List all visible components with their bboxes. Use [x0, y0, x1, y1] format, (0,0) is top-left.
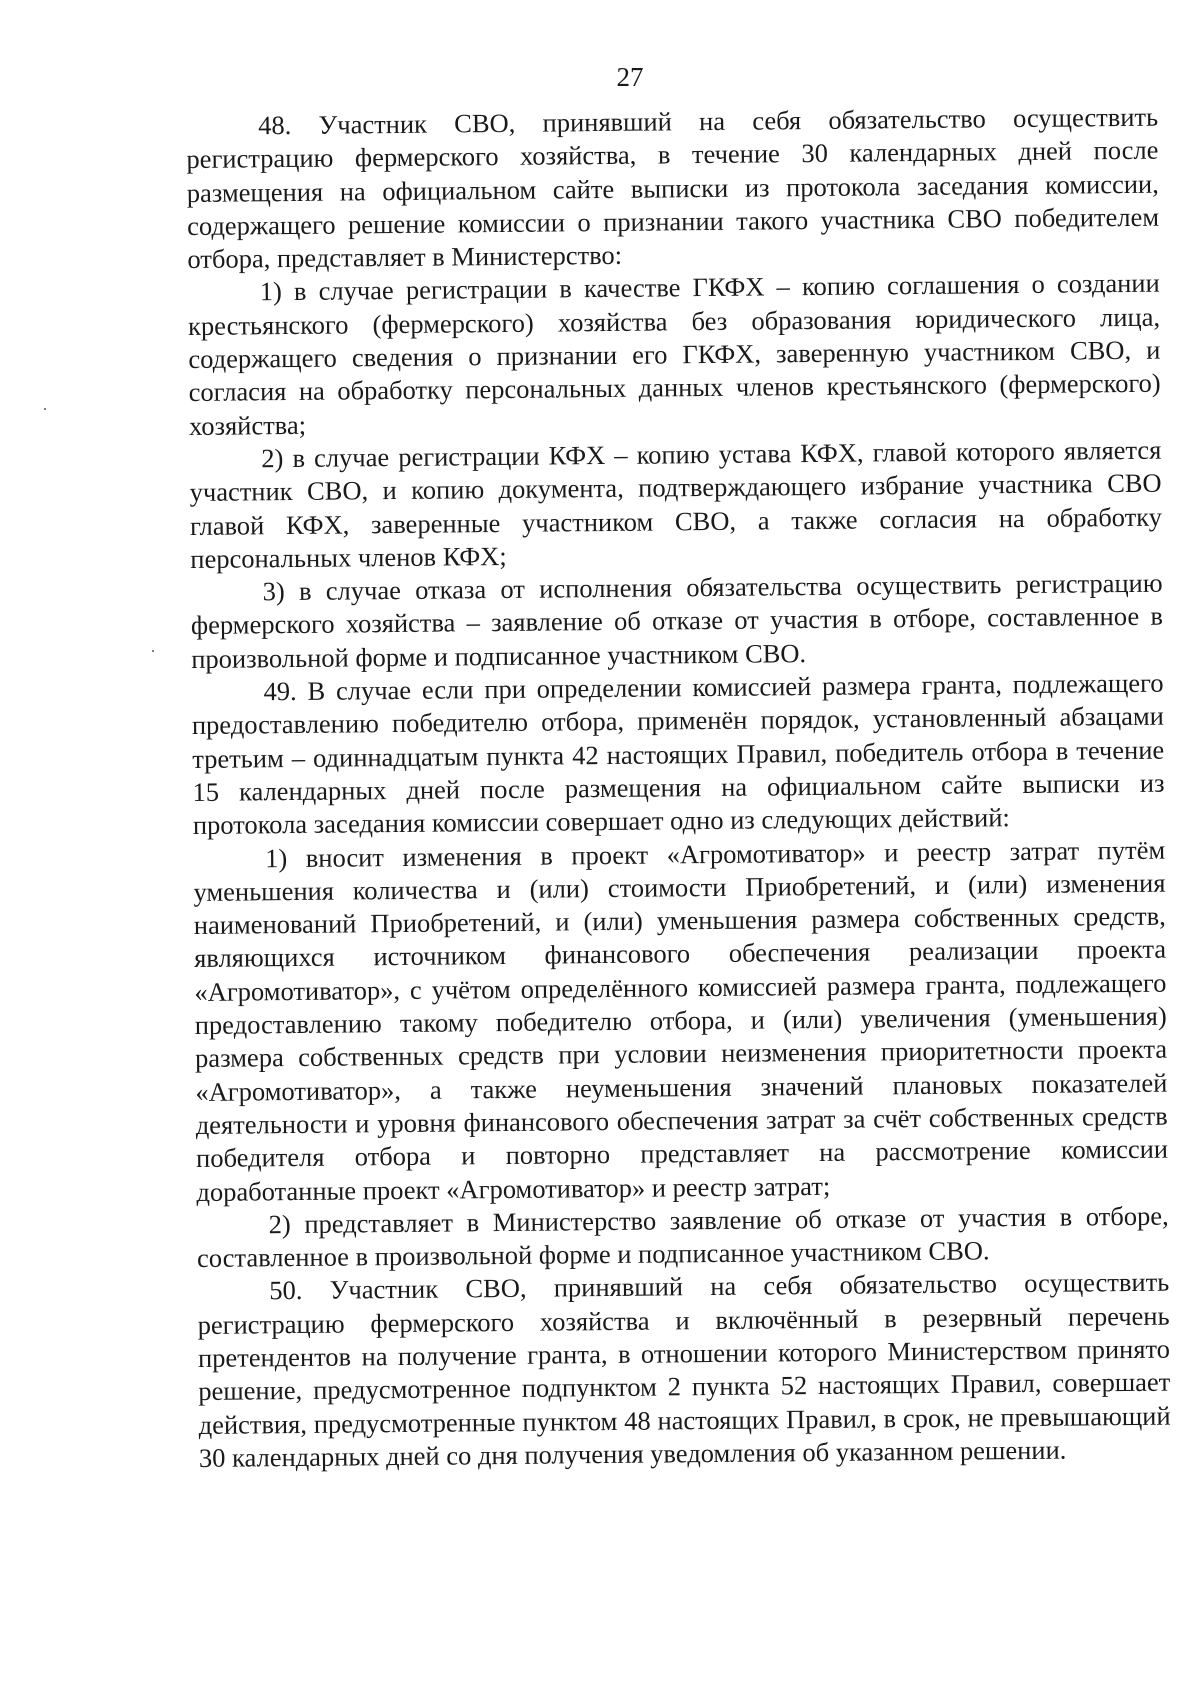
paragraph-49-item-1: 1) вносит изменения в проект «Агромотиватор» и реестр затрат путём уменьшения количества и (или) стоимости Приобретений, и (или) изменения наименований Приобретений, и (или) уменьшения размера собственных средств, являющихся источником финансового обеспечения реализации проекта «Агромотиватор», с учётом определённого комиссией размера гранта, подлежащего предоставлению такому победителю отбора, и (или) увеличения (уменьшения) размера собственных средств при условии неизменения приоритетности проекта «Агромотиватор», а также неуменьшения значений плановых показателей деятельности и уровня финансового обеспечения затрат за счёт собственных средств победителя отбора и повторно представляет на рассмотрение комиссии доработанные проект «Агромотиватор» и реестр затрат;: [193, 834, 1169, 1207]
document-body: [186, 101, 1171, 1475]
paragraph-49-item-2: 2) представляет в Министерство заявление об отказе от участия в отборе, составленное в произвольной форме и подписанное участником СВО.: [196, 1200, 1169, 1274]
paragraph-49: 49. В случае если при определении комиссией размера гранта, подлежащего предоставлению победителю отбора, применён порядок, установленный абзацами третьим – одиннадцатым пункта 42 настоящих Правил, победитель отбора в течение 15 календарных дней после размещения на официальном сайте выписки из протокола заседания комиссии совершает одно из следующих действий:: [191, 667, 1165, 841]
scan-speck: [44, 408, 46, 410]
page-number: 27: [616, 62, 644, 92]
scan-speck: [152, 650, 154, 652]
paragraph-50: 50. Участник СВО, принявший на себя обязательство осуществить регистрацию фермерского хозяйства и включённый в резервный перечень претендентов на получение гранта, в отношении которого Министерством принято решение, предусмотренное подпунктом 2 пункта 52 настоящих Правил, совершает действия, предусмотренные пунктом 48 настоящих Правил, в срок, не превышающий 30 календарных дней со дня получения уведомления об указанном решении.: [197, 1267, 1171, 1473]
paragraph-48-item-3: 3) в случае отказа от исполнения обязательства осуществить регистрацию фермерского хозяйства – заявление об отказе от участия в отборе, составленное в произвольной форме и подписанное участником СВО.: [190, 567, 1164, 674]
paragraph-48: 48. Участник СВО, принявший на себя обязательство осуществить регистрацию фермерского хозяйства, в течение 30 календарных дней после размещения на официальном сайте выписки из протокола заседания комиссии, содержащего решение комиссии о признании такого участника СВО победителем отбора, представляет в Министерство:: [186, 101, 1160, 275]
paragraph-48-item-1: 1) в случае регистрации в качестве ГКФХ – копию соглашения о создании крестьянского (фермерского) хозяйства без образования юридического лица, содержащего сведения о признании его ГКФХ, заверенную участником СВО, и согласия на обработку персональных данных членов крестьянского (фермерского) хозяйства;: [187, 268, 1161, 441]
paragraph-48-item-2: 2) в случае регистрации КФХ – копию устава КФХ, главой которого является участник СВО, и копию документа, подтверждающего избрание участника СВО главой КФХ, заверенные участником СВО, а также согласия на обработку персональных членов КФХ;: [189, 434, 1163, 574]
